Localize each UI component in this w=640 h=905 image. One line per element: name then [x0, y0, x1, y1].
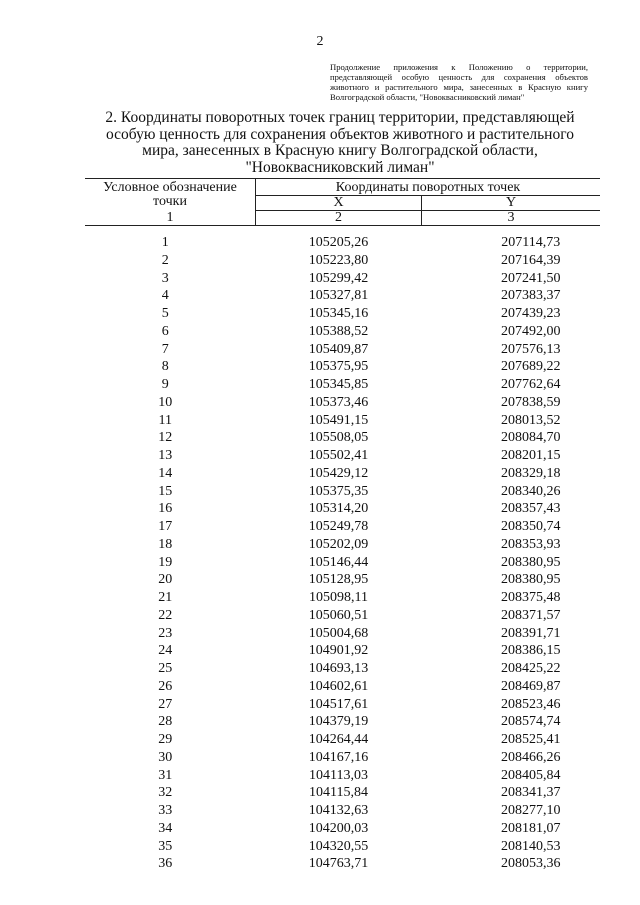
x-cell: 105060,51: [308, 607, 369, 623]
table-row: [85, 305, 600, 323]
table-row: [85, 376, 600, 394]
x-cell: 104379,19: [308, 714, 369, 730]
point-cell: 7: [161, 341, 169, 357]
x-cell: 104113,03: [309, 767, 368, 783]
x-cell: 105375,95: [308, 359, 369, 375]
x-cell: 105429,12: [308, 465, 369, 481]
column-header-x: X: [256, 196, 422, 211]
point-cell: 24: [158, 643, 173, 659]
y-cell: 208341,37: [501, 785, 561, 801]
point-cell: 15: [158, 483, 173, 499]
table-row: [85, 838, 600, 856]
y-cell: 207689,22: [501, 359, 561, 375]
y-cell: 207164,39: [501, 252, 561, 268]
point-cell: 6: [161, 323, 169, 339]
table-row: [85, 731, 600, 749]
y-cell: 208201,15: [501, 448, 561, 463]
point-cell: 33: [158, 803, 173, 818]
table-row: [85, 252, 600, 270]
x-cell: 104901,92: [308, 643, 369, 659]
y-cell: 208425,22: [501, 661, 561, 676]
table-row: [85, 784, 600, 802]
y-cell: 208469,87: [501, 678, 561, 694]
point-cell: 31: [158, 767, 173, 783]
x-cell: 105128,95: [308, 572, 369, 588]
x-cell: 105508,05: [308, 430, 369, 446]
table-row: [85, 536, 600, 554]
table-row: [85, 607, 600, 625]
table-row: [85, 234, 600, 252]
y-cell: 207439,23: [501, 306, 561, 321]
y-cell: 208525,41: [501, 732, 561, 747]
point-cell: 5: [161, 306, 169, 321]
table-row: [85, 642, 600, 660]
header-note: Продолжение приложения к Положению о территории, представляющей особую ценность для сохранения объектов животного и растительного мира, занесенных в Красную книгу Волгоградской области, "Новоквасниковский лиман": [330, 62, 588, 102]
y-cell: 207114,73: [501, 235, 561, 250]
x-cell: 105345,16: [308, 306, 369, 321]
point-cell: 2: [161, 252, 169, 268]
y-cell: 208574,74: [501, 714, 561, 730]
point-cell: 27: [158, 696, 173, 712]
table-row: [85, 767, 600, 785]
table-row: [85, 554, 600, 572]
point-cell: 19: [158, 554, 173, 570]
column-header-y: Y: [422, 196, 601, 211]
table-row: [85, 660, 600, 678]
y-cell: 208391,71: [501, 625, 561, 641]
table-row: [85, 483, 600, 501]
table-row: [85, 749, 600, 767]
table-row: [85, 465, 600, 483]
point-cell: 16: [158, 501, 173, 517]
x-cell: 105327,81: [308, 288, 369, 304]
x-cell: 105314,20: [308, 501, 369, 517]
point-cell: 4: [161, 288, 169, 304]
column-number-1: 1: [85, 211, 256, 226]
x-cell: 104602,61: [308, 678, 369, 694]
point-cell: 30: [158, 749, 173, 765]
point-cell: 25: [158, 661, 173, 676]
y-cell: 208181,07: [501, 820, 561, 836]
x-cell: 105098,11: [309, 590, 368, 605]
y-cell: 208329,18: [501, 465, 561, 481]
point-cell: 17: [158, 519, 173, 534]
table-row: [85, 678, 600, 696]
table-row: [85, 802, 600, 820]
x-cell: 105223,80: [308, 252, 369, 268]
y-cell: 208353,93: [501, 536, 561, 552]
coordinates-table: [85, 178, 600, 873]
y-cell: 208380,95: [501, 572, 561, 588]
x-cell: 105491,15: [308, 412, 369, 428]
x-cell: 105299,42: [308, 270, 369, 286]
y-cell: 208084,70: [501, 430, 561, 446]
table-row: [85, 394, 600, 412]
point-cell: 26: [158, 678, 173, 694]
y-cell: 208053,36: [501, 856, 561, 872]
table-row: [85, 341, 600, 359]
point-cell: 18: [158, 536, 173, 552]
x-cell: 104167,16: [308, 749, 369, 765]
y-cell: 207492,00: [501, 323, 561, 339]
x-cell: 104264,44: [308, 732, 369, 747]
x-cell: 105375,35: [308, 483, 369, 499]
point-cell: 36: [158, 856, 173, 872]
point-cell: 23: [158, 625, 173, 641]
point-cell: 22: [158, 607, 173, 623]
point-cell: 12: [158, 430, 173, 446]
point-cell: 1: [161, 235, 169, 250]
table-row: [85, 518, 600, 536]
point-cell: 11: [158, 412, 172, 428]
y-cell: 207762,64: [501, 377, 561, 392]
point-cell: 3: [161, 270, 169, 286]
y-cell: 207241,50: [501, 270, 561, 286]
x-cell: 105373,46: [308, 394, 369, 410]
x-cell: 104115,84: [309, 785, 368, 801]
x-cell: 104693,13: [308, 661, 369, 676]
point-cell: 13: [158, 448, 173, 463]
table-row: [85, 412, 600, 430]
y-cell: 208405,84: [501, 767, 561, 783]
x-cell: 104132,63: [308, 803, 369, 818]
x-cell: 104320,55: [308, 838, 369, 854]
column-header-point: Условное обозначение точки: [85, 179, 256, 211]
point-cell: 20: [158, 572, 173, 588]
table-row: [85, 358, 600, 376]
x-cell: 105502,41: [308, 448, 369, 463]
x-cell: 105146,44: [308, 554, 369, 570]
table-row: [85, 270, 600, 288]
y-cell: 208466,26: [501, 749, 561, 765]
y-cell: 208340,26: [501, 483, 561, 499]
column-number-2: 2: [256, 211, 422, 226]
x-cell: 104763,71: [308, 856, 369, 872]
y-cell: 208140,53: [501, 838, 561, 854]
point-cell: 35: [158, 838, 173, 854]
x-cell: 105202,09: [308, 536, 369, 552]
column-header-coordinates: Координаты поворотных точек: [256, 179, 601, 196]
table-row: [85, 500, 600, 518]
table-row: [85, 571, 600, 589]
y-cell: 208013,52: [501, 412, 561, 428]
y-cell: 207383,37: [501, 288, 561, 304]
table-row: [85, 855, 600, 873]
y-cell: 208380,95: [501, 554, 561, 570]
y-cell: 208523,46: [501, 696, 561, 712]
x-cell: 105004,68: [308, 625, 369, 641]
table-row: [85, 625, 600, 643]
table-row: [85, 820, 600, 838]
column-number-3: 3: [422, 211, 601, 226]
table-row: [85, 287, 600, 305]
y-cell: 208350,74: [501, 519, 561, 534]
point-cell: 32: [158, 785, 173, 801]
x-cell: 105249,78: [308, 519, 369, 534]
table-row: [85, 447, 600, 465]
point-cell: 29: [158, 732, 173, 747]
x-cell: 105345,85: [308, 377, 369, 392]
x-cell: 104517,61: [308, 696, 369, 712]
y-cell: 208386,15: [501, 643, 561, 659]
y-cell: 208357,43: [501, 501, 561, 517]
table-header: [85, 179, 600, 226]
point-cell: 28: [158, 714, 173, 730]
x-cell: 105388,52: [308, 323, 369, 339]
table-row: [85, 696, 600, 714]
point-cell: 34: [158, 820, 173, 836]
y-cell: 208277,10: [501, 803, 561, 818]
point-cell: 14: [158, 465, 173, 481]
x-cell: 105409,87: [308, 341, 369, 357]
table-body: [85, 226, 600, 874]
y-cell: 208371,57: [501, 607, 561, 623]
page-number: 2: [316, 34, 324, 49]
table-row: [85, 589, 600, 607]
table-row: [85, 713, 600, 731]
page-title: 2. Координаты поворотных точек границ территории, представляющей особую ценность для сохранения объектов животного и растительного мира, занесенных в Красную книгу Волгоградской области, "Новокваcниковский лиман": [105, 109, 575, 176]
table-row: [85, 429, 600, 447]
point-cell: 9: [161, 377, 169, 392]
point-cell: 21: [158, 590, 173, 605]
x-cell: 104200,03: [308, 820, 369, 836]
x-cell: 105205,26: [308, 235, 369, 250]
y-cell: 207576,13: [501, 341, 561, 357]
table-row: [85, 323, 600, 341]
point-cell: 10: [158, 394, 173, 410]
y-cell: 207838,59: [501, 394, 561, 410]
point-cell: 8: [161, 359, 169, 375]
y-cell: 208375,48: [501, 590, 561, 605]
